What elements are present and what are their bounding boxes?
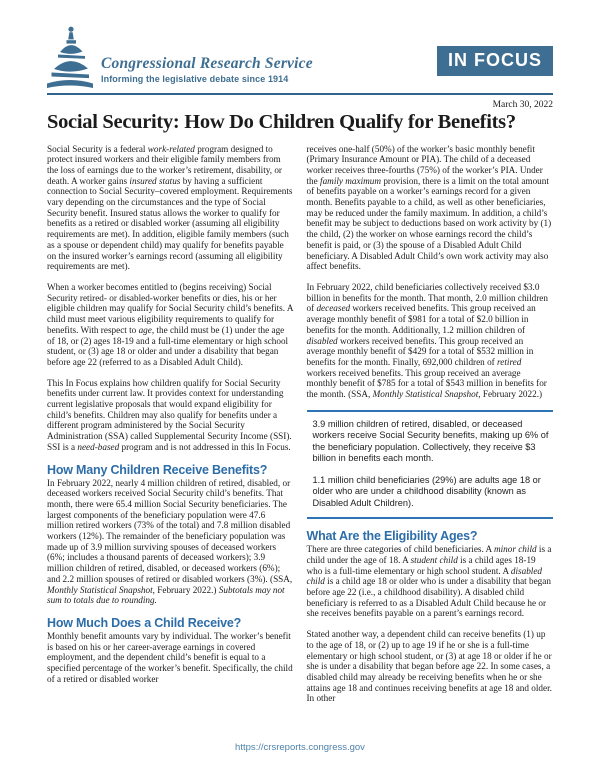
footer-url-link[interactable]: https://crsreports.congress.gov: [235, 742, 365, 753]
two-column-body: [47, 144, 553, 715]
brand-name: Congressional Research Service: [101, 54, 313, 72]
callout-box: [307, 410, 554, 520]
section-heading-how-many-children: How Many Children Receive Benefits?: [47, 462, 268, 477]
paragraph: Stated another way, a dependent child can receive benefits (1) up to the age of 18, or (2) up to age 19 if he or she is a full-time elementary or high school student, or (3) at age 18 or older if he or she is under a disability that began before age 22. In some cases, a disabled child may already be receiving benefits when he or she attains age 18 and continues receiving benefits at age 18 and older. In other: [306, 629, 552, 704]
paragraph: In February 2022, child beneficiaries collectively received $3.0 billion in benefits for the month. That month, 2.0 million children of deceased workers received benefits. This group received an average monthly benefit of $981 for a total of $2.0 billion in benefits for the month. Additionally, 1.2 million children of disabled workers received benefits. This group received an average monthly benefit of $429 for a total of $532 million in benefits for the month. Finally, 692,000 children of retired workers received benefits. This group received an average monthly benefit of $785 for a total of $543 million in benefits for the month. (SSA, Monthly Statistical Snapshot, February 2022.): [306, 282, 548, 400]
section-heading-eligibility-ages: What Are the Eligibility Ages?: [306, 529, 478, 544]
paragraph: This In Focus explains how children qualify for Social Security benefits under current law. It provides context for understanding current legislative proposals that would expand eligibility for child’s benefits. Children may also qualify for benefits under a different program administered by the Social Security Administration (SSA) called Supplemental Security Income (SSI). SSI is a need-based program and is not addressed in this In Focus.: [47, 377, 292, 452]
paragraph: receives one-half (50%) of the worker’s basic monthly benefit (Primary Insurance Amount or PIA). The child of a deceased worker receives three-fourths (75%) of the worker’s PIA. Under the family maximum provision, there is a limit on the total amount of benefits payable on a worker’s earnings record for a given month. Benefits payable to a child, as well as other beneficiaries, may be reduced under the family maximum. In addition, a child’s benefit may be subject to deductions based on work activity by (1) the child, (2) the worker on whose earnings record the child’s benefit is paid, or (3) the spouse of a Disabled Adult Child beneficiary. A Disabled Adult Child’s own work activity may also affect benefits.: [306, 143, 552, 272]
brand-text: [101, 55, 313, 90]
crs-brand: [47, 26, 313, 90]
paragraph: In February 2022, nearly 4 million children of retired, disabled, or deceased workers received Social Security child’s benefits. That month, there were 65.4 million Social Security beneficiaries. The largest components of the beneficiary population were 47.6 million retired workers (73% of the total) and 7.8 million disabled workers (12%). The remainder of the beneficiary population was made up of 3.9 million surviving spouses of deceased workers (6%; includes a thousand parents of deceased workers); 3.9 million children of retired, disabled, or deceased workers (6%); and 2.2 million spouses of retired or disabled workers (3%). (SSA, Monthly Statistical Snapshot, February 2022.) Subtotals may not sum to totals due to rounding.: [47, 477, 293, 606]
paragraph: Monthly benefit amounts vary by individual. The worker’s benefit is based on his or her career-average earnings in covered employment, and the dependent child’s benefit is equal to a specified percentage of the worker’s benefit. Specifically, the child of a retired or disabled worker: [47, 630, 293, 684]
brand-tagline: Informing the legislative debate since 1914: [101, 74, 289, 84]
in-focus-badge: IN FOCUS: [437, 46, 553, 76]
callout-paragraph: 3.9 million children of retired, disabled, or deceased workers receive Social Security benefits, making up 6% of the beneficiary population. Collectively, they receive $3 billion in benefits each month.: [312, 418, 549, 464]
paragraph: There are three categories of child beneficiaries. A minor child is a child under the age of 18. A student child is a child ages 18-19 who is a full-time elementary or high school student. A disabled child is a child age 18 or older who is under a disability that began before age 22 (i.e., a childhood disability). A disabled child beneficiary is referred to as a Disabled Adult Child because he or she receives benefits payable on a parent’s earnings record.: [306, 544, 552, 619]
right-column: [307, 144, 554, 715]
capitol-dome-icon: [47, 26, 93, 90]
paragraph: When a worker becomes entitled to (begins receiving) Social Security retired- or disabled-worker benefits or dies, his or her eligible children may qualify for Social Security child’s benefits. A child must meet various eligibility requirements to qualify for benefits. With respect to age, the child must be (1) under the age of 18, or (2) ages 18-19 and a full-time elementary or high school student, or (3) age 18 or older and under a disability that began before age 22 (referred to as a Disabled Adult Child).: [47, 282, 293, 367]
doc-date: March 30, 2022: [492, 100, 553, 110]
paragraph: Social Security is a federal work-related program designed to protect insured workers and their eligible family members from the loss of earnings due to the worker’s retirement, disability, or death. A worker gains insured status by having a sufficient connection to Social Security–covered employment. Requirements vary depending on the circumstances and the type of Social Security benefit. Insured status allows the worker to qualify for benefits as a retired or disabled worker (assuming all eligibility requirements are met). In addition, eligible family members (such as a spouse or dependent child) may qualify for benefits payable on the insured worker’s earnings record (assuming all eligibility requirements are met).: [47, 143, 293, 272]
section-heading-how-much-receive: How Much Does a Child Receive?: [47, 615, 242, 630]
doc-title: Social Security: How Do Children Qualify for Benefits?: [47, 111, 516, 133]
page-footer: [0, 742, 600, 753]
callout-paragraph: 1.1 million child beneficiaries (29%) are adults age 18 or older who are under a childhood disability (known as Disabled Adult Children).: [312, 474, 541, 508]
header: [47, 26, 553, 95]
left-column: [47, 144, 294, 715]
